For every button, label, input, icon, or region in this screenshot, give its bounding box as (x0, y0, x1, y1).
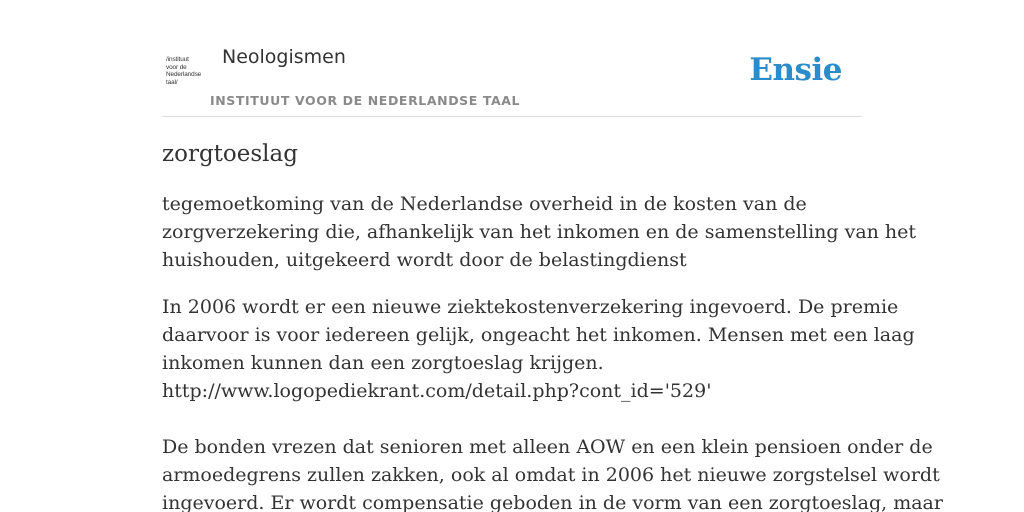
definition-line: huishouden, uitgekeerd wordt door de belastingdienst (162, 249, 687, 271)
example-line: armoedegrens zullen zakken, ook al omdat in 2006 het nieuwe zorgstelsel wordt (162, 464, 940, 486)
ivdnt-logo[interactable] (166, 56, 208, 90)
example-line: inkomen kunnen dan een zorgtoeslag krijgen. (162, 352, 604, 374)
logo-line: voor de (166, 63, 187, 71)
entry-examples (162, 293, 943, 512)
example-line: daarvoor is voor iedereen gelijk, ongeacht het inkomen. Mensen met een laag (162, 324, 915, 346)
entry-term: zorgtoeslag (162, 141, 298, 167)
example-line: In 2006 wordt er een nieuwe ziektekostenverzekering ingevoerd. De premie (162, 296, 899, 318)
ensie-brand-logo[interactable]: Ensie (749, 52, 842, 88)
definition-line: tegemoetkoming van de Nederlandse overheid in de kosten van de (162, 193, 807, 215)
definition-line: zorgverzekering die, afhankelijk van het inkomen en de samenstelling van het (162, 221, 917, 243)
example-line: De bonden vrezen dat senioren met alleen AOW en een klein pensioen onder de (162, 436, 933, 458)
logo-line: /instituut (166, 56, 189, 63)
logo-line: taal/ (166, 78, 178, 86)
site-name-link[interactable]: Neologismen (222, 46, 346, 68)
organization-name: INSTITUUT VOOR DE NEDERLANDSE TAAL (210, 93, 521, 108)
site-header (162, 44, 862, 117)
logo-line: Nederlandse (166, 71, 202, 79)
entry-definition (162, 190, 917, 274)
example-source-url: http://www.logopediekrant.com/detail.php?cont_id='529' (162, 380, 712, 402)
example-line: ingevoerd. Er wordt compensatie geboden in de vorm van een zorgtoeslag, maar (162, 492, 943, 512)
entry-content (162, 138, 943, 512)
example-spacer (162, 405, 862, 433)
